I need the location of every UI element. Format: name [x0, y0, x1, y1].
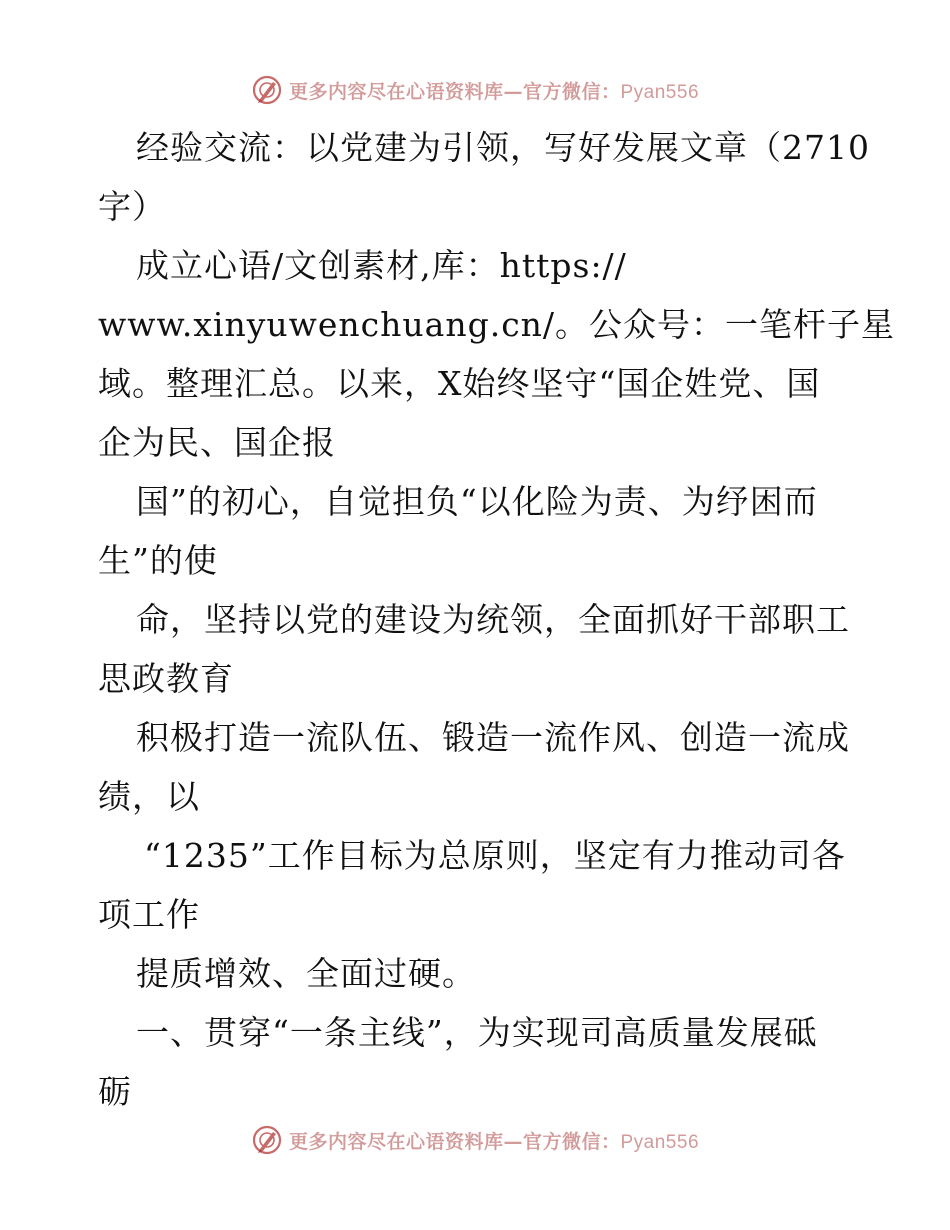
text-line: www.xinyuwenchuang.cn/。公众号：一笔杆子星	[98, 305, 896, 344]
pen-logo-icon	[251, 1124, 283, 1156]
header-watermark	[251, 74, 699, 106]
text-line: 国”的初心，自觉担负“以化险为责、为纾困而	[136, 482, 818, 521]
text-line: 提质增效、全面过硬。	[136, 954, 476, 993]
text-line: 思政教育	[98, 659, 234, 698]
pen-logo-icon	[251, 74, 283, 106]
section-heading-line: 一、贯穿“一条主线”，为实现司高质量发展砥	[136, 1013, 818, 1052]
text-line: 域。整理汇总。以来，X始终坚守“国企姓党、国	[98, 364, 821, 403]
watermark-wechat-id: Pyan556	[620, 81, 700, 103]
text-line: 生”的使	[98, 541, 218, 580]
text-line: 积极打造一流队伍、锻造一流作风、创造一流成	[136, 718, 850, 757]
watermark-text: 更多内容尽在心语资料库—官方微信：Pyan556	[288, 1130, 700, 1153]
footer-watermark	[251, 1124, 699, 1156]
title-line: 经验交流：以党建为引领，写好发展文章（2710	[136, 128, 870, 167]
text-line: 成立心语/文创素材,库：https://	[136, 246, 627, 285]
watermark-text: 更多内容尽在心语资料库—官方微信：Pyan556	[288, 80, 700, 103]
text-line: 项工作	[98, 895, 200, 934]
text-line: 企为民、国企报	[98, 423, 336, 462]
footer-watermark-banner	[0, 1120, 950, 1160]
document-body	[98, 118, 896, 1121]
header-watermark-banner	[0, 70, 950, 110]
text-line: 砺	[98, 1072, 132, 1111]
text-line: 字）	[98, 187, 166, 226]
text-line: 命，坚持以党的建设为统领，全面抓好干部职工	[136, 600, 850, 639]
watermark-wechat-id: Pyan556	[620, 1131, 700, 1153]
text-line: “1235”工作目标为总原则，坚定有力推动司各	[144, 836, 846, 875]
text-line: 绩，以	[98, 777, 200, 816]
